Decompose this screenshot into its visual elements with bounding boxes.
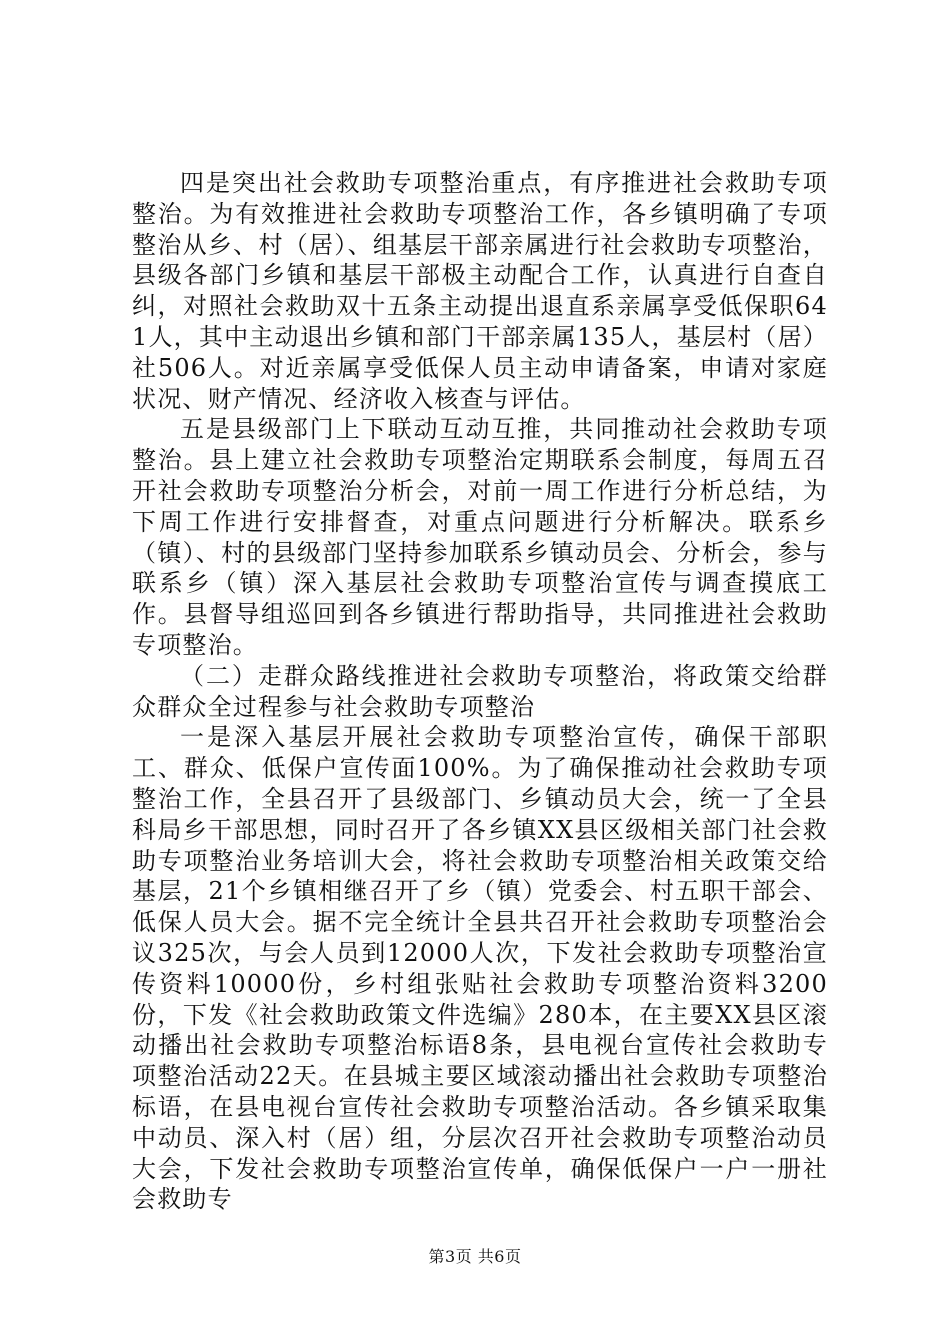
paragraph-point-five: 五是县级部门上下联动互动互推，共同推动社会救助专项整治。县上建立社会救助专项整治定期联系会制度，每周五召开社会救助专项整治分析会，对前一周工作进行分析总结，为下周工作进行安排督查，对重点问题进行分析解决。联系乡（镇）、村的县级部门坚持参加联系乡镇动员会、分析会，参与联系乡（镇）深入基层社会救助专项整治宣传与调查摸底工作。县督导组巡回到各乡镇进行帮助指导，共同推进社会救助专项整治。 (132, 415, 828, 659)
section-heading-two: （二）走群众路线推进社会救助专项整治，将政策交给群众群众全过程参与社会救助专项整治 (132, 661, 828, 721)
document-body (132, 168, 828, 1215)
paragraph-point-four: 四是突出社会救助专项整治重点，有序推进社会救助专项整治。为有效推进社会救助专项整治工作，各乡镇明确了专项整治从乡、村（居）、组基层干部亲属进行社会救助专项整治，县级各部门乡镇和基层干部极主动配合工作，认真进行自查自纠，对照社会救助双十五条主动提出退直系亲属享受低保职641人，其中主动退出乡镇和部门干部亲属135人，基层村（居）社506人。对近亲属享受低保人员主动申请备案，申请对家庭状况、财产情况、经济收入核查与评估。 (132, 169, 828, 413)
paragraph-point-one: 一是深入基层开展社会救助专项整治宣传，确保干部职工、群众、低保户宣传面100%。为了确保推动社会救助专项整治工作，全县召开了县级部门、乡镇动员大会，统一了全县科局乡干部思想，同时召开了各乡镇XX县区级相关部门社会救助专项整治业务培训大会，将社会救助专项整治相关政策交给基层，21个乡镇相继召开了乡（镇）党委会、村五职干部会、低保人员大会。据不完全统计全县共召开社会救助专项整治会议325次，与会人员到12000人次，下发社会救助专项整治宣传资料10000份，乡村组张贴社会救助专项整治资料3200份，下发《社会救助政策文件选编》280本，在主要XX县区滚动播出社会救助专项整治标语8条，县电视台宣传社会救助专项整治活动22天。在县城主要区域滚动播出社会救助专项整治标语，在县电视台宣传社会救助专项整治活动。各乡镇采取集中动员、深入村（居）组，分层次召开社会救助专项整治动员大会，下发社会救助专项整治宣传单，确保低保户一户一册社会救助专 (132, 723, 828, 1214)
page-number-footer: 第3页 共6页 (428, 1247, 522, 1266)
